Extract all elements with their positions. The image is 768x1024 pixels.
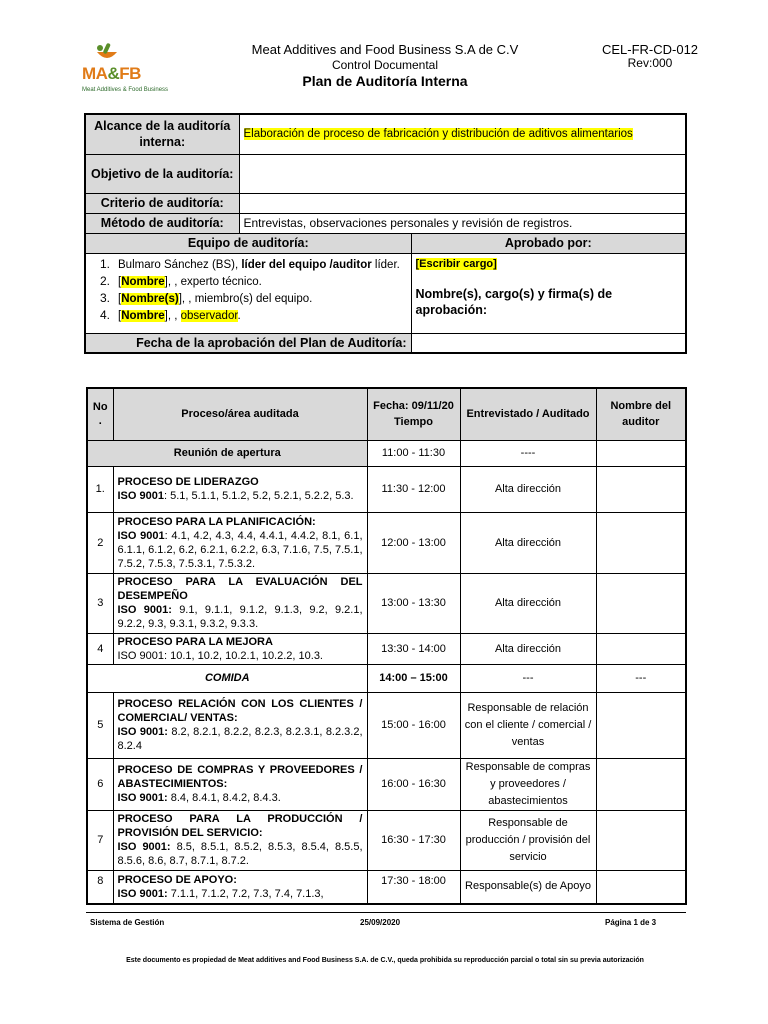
row-title: Reunión de apertura	[87, 440, 367, 466]
table-row	[87, 466, 686, 512]
row-auditor[interactable]: ---	[596, 664, 686, 692]
fecha-value[interactable]	[411, 333, 686, 353]
row-process: PROCESO DE COMPRAS Y PROVEEDORES / ABASTECIMIENTOS: ISO 9001: 8.4, 8.4.1, 8.4.2, 8.4.3.	[113, 758, 367, 810]
row-time: 11:00 - 11:30	[367, 440, 460, 466]
company-name: Meat Additives and Food Business S.A de C.V	[251, 42, 519, 57]
row-who: Alta dirección	[460, 633, 596, 664]
row-time: 16:00 - 16:30	[367, 758, 460, 810]
document-code: CEL-FR-CD-012	[601, 42, 699, 57]
table-row	[87, 664, 686, 692]
row-auditor[interactable]	[596, 512, 686, 573]
fecha-row	[85, 333, 686, 353]
table-row	[87, 512, 686, 573]
row-process: PROCESO DE APOYO: ISO 9001: 7.1.1, 7.1.2, 7.2, 7.3, 7.4, 7.1.3,	[113, 870, 367, 904]
row-who: Responsable de relación con el cliente / comercial / ventas	[460, 692, 596, 758]
row-who: Alta dirección	[460, 512, 596, 573]
row-time: 13:30 - 14:00	[367, 633, 460, 664]
team-member: 4. [Nombre], , observador.	[100, 307, 241, 322]
row-who: Alta dirección	[460, 573, 596, 633]
row-no: 2	[87, 512, 113, 573]
col-no-header: No .	[87, 388, 113, 440]
row-who: Responsable de producción / provisión del servicio	[460, 810, 596, 870]
document-revision: Rev:000	[627, 56, 673, 70]
audit-info-table	[84, 113, 687, 354]
row-auditor[interactable]	[596, 633, 686, 664]
logo-tagline: Meat Additives & Food Business	[82, 87, 169, 93]
footer-notice: Este documento es propiedad de Meat additives and Food Business S.A. de C.V., queda prohibida su reproducción parcial o total sin su previa autorización	[126, 957, 644, 964]
team-row	[85, 253, 686, 333]
aprobado-label: Aprobado por:	[411, 233, 686, 253]
criterio-row	[85, 193, 686, 213]
row-time: 17:30 - 18:00	[367, 870, 460, 904]
criterio-label: Criterio de auditoría:	[85, 193, 239, 213]
objetivo-row	[85, 154, 686, 193]
schedule-header-row	[87, 388, 686, 440]
footer-page: Página 1 de 3	[605, 918, 657, 927]
row-no: 7	[87, 810, 113, 870]
row-auditor[interactable]	[596, 466, 686, 512]
row-who: ---	[460, 664, 596, 692]
row-process: PROCESO DE LIDERAZGO ISO 9001: 5.1, 5.1.1, 5.1.2, 5.2, 5.2.1, 5.2.2, 5.3.	[113, 466, 367, 512]
document-title: Plan de Auditoría Interna	[302, 73, 468, 89]
logo-wordmark: MA&FB	[82, 64, 141, 83]
row-auditor[interactable]	[596, 440, 686, 466]
row-who: Responsable(s) de Apoyo	[460, 870, 596, 904]
row-no: 6	[87, 758, 113, 810]
row-auditor[interactable]	[596, 758, 686, 810]
table-row	[87, 810, 686, 870]
team-member: 2. [Nombre], , experto técnico.	[100, 273, 262, 288]
col-fecha-header: Fecha: 09/11/20 Tiempo	[367, 388, 460, 440]
row-time: 13:00 - 13:30	[367, 573, 460, 633]
row-process: PROCESO PARA LA EVALUACIÓN DEL DESEMPEÑO ISO 9001: 9.1, 9.1.1, 9.1.2, 9.1.3, 9.2, 9.2.1, 9.2.2, 9.3, 9.3.1, 9.3.2, 9.3.3.	[113, 573, 367, 633]
objetivo-value[interactable]	[239, 154, 686, 193]
row-no: 3	[87, 573, 113, 633]
fecha-label: Fecha de la aprobación del Plan de Auditoría:	[85, 333, 411, 353]
col-proceso-header: Proceso/área auditada	[113, 388, 367, 440]
approval-text: Nombre(s), cargo(s) y firma(s) de aprobación:	[415, 286, 613, 317]
table-row	[87, 758, 686, 810]
team-member: 3. [Nombre(s)], , miembro(s) del equipo.	[100, 290, 313, 305]
row-process: PROCESO PARA LA PRODUCCIÓN / PROVISIÓN DEL SERVICIO: ISO 9001: 8.5, 8.5.1, 8.5.2, 8.5.3, 8.5.4, 8.5.5, 8.5.6, 8.6, 8.7, 8.7.1, 8.7.2.	[113, 810, 367, 870]
approval-cell[interactable]	[411, 253, 686, 333]
footer-rule	[86, 912, 686, 913]
row-process: PROCESO PARA LA MEJORA ISO 9001: 10.1, 10.2, 10.2.1, 10.2.2, 10.3.	[113, 633, 367, 664]
row-no: 8	[87, 870, 113, 904]
table-row	[87, 440, 686, 466]
row-time: 16:30 - 17:30	[367, 810, 460, 870]
row-process: PROCESO RELACIÓN CON LOS CLIENTES / COMERCIAL/ VENTAS: ISO 9001: 8.2, 8.2.1, 8.2.2, 8.2.3, 8.2.3.1, 8.2.3.2, 8.2.4	[113, 692, 367, 758]
table-row	[87, 633, 686, 664]
table-row	[87, 692, 686, 758]
alcance-value[interactable]: Elaboración de proceso de fabricación y distribución de aditivos alimentarios	[239, 114, 686, 154]
table-row	[87, 573, 686, 633]
cargo-placeholder: [Escribir cargo]	[415, 257, 497, 270]
objetivo-label: Objetivo de la auditoría:	[85, 154, 239, 193]
alcance-row	[85, 114, 686, 154]
row-no: 1.	[87, 466, 113, 512]
company-logo	[80, 42, 184, 98]
team-cell	[85, 253, 411, 333]
control-label: Control Documental	[331, 58, 439, 72]
row-who: Responsable de compras y proveedores / abastecimientos	[460, 758, 596, 810]
row-time: 11:30 - 12:00	[367, 466, 460, 512]
metodo-value[interactable]: Entrevistas, observaciones personales y revisión de registros.	[239, 213, 686, 233]
row-who: Alta dirección	[460, 466, 596, 512]
footer-system: Sistema de Gestión	[90, 918, 165, 927]
metodo-row	[85, 213, 686, 233]
row-time: 15:00 - 16:00	[367, 692, 460, 758]
row-auditor[interactable]	[596, 810, 686, 870]
col-entrevistado-header: Entrevistado / Auditado	[460, 388, 596, 440]
alcance-label: Alcance de la auditoría interna:	[85, 114, 239, 154]
criterio-value[interactable]	[239, 193, 686, 213]
row-process: PROCESO PARA LA PLANIFICACIÓN: ISO 9001: 4.1, 4.2, 4.3, 4.4, 4.4.1, 4.4.2, 8.1, 6.1, 6.1.1, 6.1.2, 6.2, 6.2.1, 6.2.2, 6.3, 7.1.6, 7.5, 7.5.1, 7.5.2, 7.5.3, 7.5.3.1, 7.5.3.2.	[113, 512, 367, 573]
row-time: 14:00 – 15:00	[367, 664, 460, 692]
mortar-icon	[94, 42, 120, 64]
metodo-label: Método de auditoría:	[85, 213, 239, 233]
row-title: COMIDA	[87, 664, 367, 692]
team-list	[90, 254, 407, 324]
row-time: 12:00 - 13:00	[367, 512, 460, 573]
section-header-row	[85, 233, 686, 253]
schedule-table	[86, 387, 687, 905]
equipo-label: Equipo de auditoría:	[85, 233, 411, 253]
table-row	[87, 870, 686, 904]
row-no: 4	[87, 633, 113, 664]
team-member: 1. Bulmaro Sánchez (BS), líder del equipo /auditor líder.	[100, 256, 400, 271]
row-auditor[interactable]	[596, 870, 686, 904]
row-auditor[interactable]	[596, 573, 686, 633]
col-auditor-header: Nombre del auditor	[596, 388, 686, 440]
row-who: ----	[460, 440, 596, 466]
footer-date: 25/09/2020	[360, 918, 401, 927]
row-no: 5	[87, 692, 113, 758]
row-auditor[interactable]	[596, 692, 686, 758]
